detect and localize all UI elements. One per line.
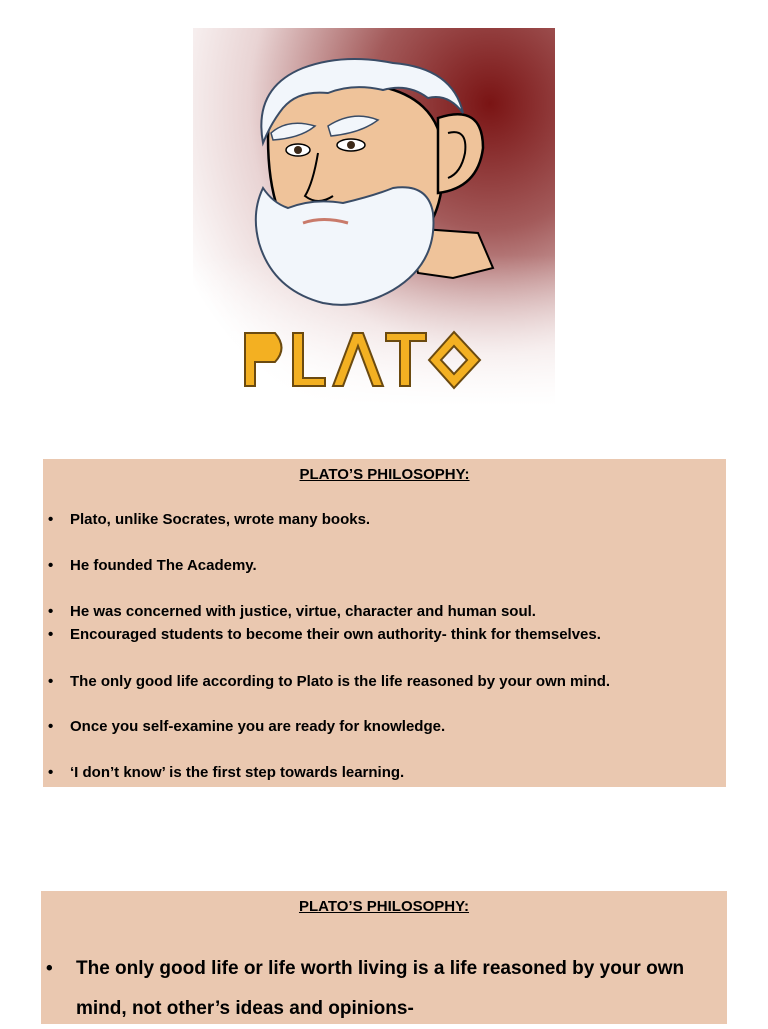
bullet-text: The only good life according to Plato is the life reasoned by your own mind.: [70, 673, 611, 690]
plato-portrait-image: [193, 28, 555, 406]
bullet-text: The only good life or life worth living is a life reasoned by your own mind, not other’s ideas and opinions-: [76, 958, 685, 1019]
bullet-dot-icon: •: [48, 673, 54, 690]
bullet-text: Plato, unlike Socrates, wrote many books.: [70, 511, 371, 528]
bullet-text: Encouraged students to become their own authority- think for themselves.: [70, 626, 601, 643]
philosophy-box-1: [43, 459, 726, 787]
bullet-text: ‘I don’t know’ is the first step towards learning.: [70, 764, 405, 781]
section2-title: PLATO’S PHILOSOPHY:: [298, 898, 470, 915]
bullet-dot-icon: •: [48, 511, 54, 528]
bullet-dot-icon: •: [48, 603, 54, 620]
section1-title: PLATO’S PHILOSOPHY:: [299, 466, 470, 483]
bullet-dot-icon: •: [48, 764, 54, 781]
bullet-text: He founded The Academy.: [70, 557, 257, 574]
bullet-dot-icon: •: [48, 626, 54, 643]
bullet-text: Once you self-examine you are ready for knowledge.: [70, 718, 446, 735]
bullet-text: He was concerned with justice, virtue, character and human soul.: [70, 603, 536, 620]
bullet-dot-icon: •: [48, 557, 54, 574]
bullet-dot-icon: •: [48, 718, 54, 735]
bullet-dot-icon: •: [46, 958, 53, 979]
plato-illustration: [193, 28, 555, 406]
philosophy-box-2: [41, 891, 727, 1024]
